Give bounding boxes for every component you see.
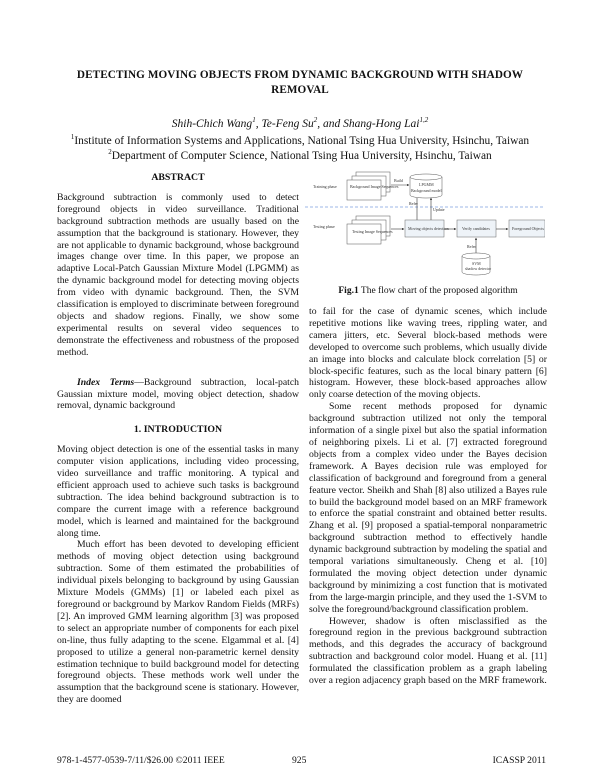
lpgmm-database — [410, 174, 442, 198]
paragraph: Some recent methods proposed for dynamic background subtraction utilized not only the temporal information of a single pixel but also the spatial information of neighboring pixels. Li et al. [7] extracted foreground objects from a complex video under the Bayes decision framework. A Bayes decision rule was employed for classification of background and foreground from a general feature vector. Sheikh and Shah [8] also utilized a Bayes rule to build the background model based on an MRF framework to enforce the spatial constraint and obtained better results. Zhang et al. [9] proposed a spatial-temporal nonparametric background subtraction method to effectively handle dynamic background subtraction by modeling the spatial and temporal variations simultaneously. Cheng et al. [10] formulated the moving object detection under dynamic background by minimizing a cost function that is motivated from the large-margin principle, and they used the 1-SVM to solve the foreground/background classification problem. — [309, 401, 547, 615]
paragraph: Much effort has been devoted to developing efficient methods of moving object detection using background subtraction. Some of them estimated the probabilities of individual pixels belonging to background by using Gaussian Mixture Models (GMMs) [1] or labeled each pixel as foreground or background by Markov Random Fields (MRFs) [2]. An improved GMM learning algorithm [3] was proposed to select an appropriate number of components for each pixel on-line, thus fully adapting to the scene. Elgammal et al. [4] proposed to utilize a general non-parametric kernel density estimation technique to build background model for detecting foreground objects. These methods work well under the assumption that the background scene is stationary. However, they are doomed — [57, 539, 299, 706]
refer-label: Refer — [409, 201, 418, 206]
svm-database — [462, 253, 492, 275]
author-affiliation-mark: 2 — [313, 116, 318, 125]
moving-detection-label: Moving objects detection — [408, 226, 449, 231]
author-separator: , and — [317, 118, 344, 130]
shadow-detector-label: shadow detector — [465, 266, 492, 271]
affiliation-text: Institute of Information Systems and Applications, National Tsing Hua University, Hsinchu, Taiwan — [74, 135, 530, 147]
affiliation — [40, 149, 560, 164]
testing-sequences-stack — [347, 216, 393, 244]
affiliation-mark: 2 — [108, 147, 112, 156]
paragraph: Moving object detection is one of the essential tasks in many computer vision applications, including video processing, video surveillance and traffic monitoring. A typical and efficient approach used to achieve such tasks is background subtraction. The idea behind background subtraction is to compare the current image with a reference background model, which is learned and maintained for the background along time. — [57, 444, 299, 539]
abstract-heading: ABSTRACT — [151, 172, 205, 183]
svm-label: SVM — [472, 261, 481, 266]
author-name: Shih-Chich Wang — [171, 118, 253, 130]
testing-sequences-label: Testing Image Sequences — [352, 229, 393, 234]
testing-phase-label: Testing phase — [313, 224, 335, 229]
figure-caption-text: The flow chart of the proposed algorithm — [358, 286, 518, 296]
right-column — [309, 306, 547, 687]
author-name: Shang-Hong Lai — [343, 118, 420, 130]
author-affiliation-mark: 1,2 — [419, 116, 429, 125]
author-name: Te-Feng Su — [261, 118, 314, 130]
lpgmm-label: LPGMM — [419, 182, 434, 187]
background-sequences-label: Background Image Sequences — [350, 184, 399, 189]
author-list — [60, 118, 540, 130]
refer-label: Refer — [467, 244, 476, 249]
foreground-label: Foreground Objects — [512, 226, 544, 231]
paragraph: However, shadow is often misclassified as the foreground region in the previous background subtraction methods, and this degrades the accuracy of background subtraction and background color model. Huang et al. [11] formulated the classification problem as a graph labeling over a region adjacency graph based on the MRF framework. — [309, 615, 547, 687]
abstract-text: Background subtraction is commonly used to detect foreground objects in video surveillance. Traditional background subtraction methods are usually based on the assumption that the background is stationary. However, they are not applicable to dynamic background, whose background images change over time. In this paper, we propose an adaptive Local-Patch Gaussian Mixture Model (LPGMM) as the dynamic background model for detecting moving objects from video with dynamic background. Then, the SVM classification is employed to discriminate between foreground objects and shadow regions. Finally, we show some experimental results on several video sequences to demonstrate the effectiveness and robustness of the proposed method. — [57, 191, 299, 358]
figure-caption — [309, 286, 547, 296]
background-sequences-stack — [347, 172, 399, 200]
footer-conference: ICASSP 2011 — [492, 755, 546, 766]
update-label: Update — [433, 207, 445, 212]
footer-isbn: 978-1-4577-0539-7/11/$26.00 ©2011 IEEE — [57, 755, 225, 766]
build-label: Build — [394, 178, 403, 183]
author-separator: , — [255, 118, 262, 130]
affiliation-mark: 1 — [70, 133, 75, 142]
left-column — [57, 172, 299, 706]
verify-label: Verify candidates — [462, 226, 490, 231]
index-terms — [57, 377, 299, 413]
affiliation-text: Department of Computer Science, National Tsing Hua University, Hsinchu, Taiwan — [111, 149, 492, 162]
training-phase-label: Training phase — [313, 184, 337, 189]
index-terms-text: —Background subtraction, local-patch Gaussian mixture model, moving object detection, shadow removal, dynamic background — [57, 376, 299, 412]
author-affiliation-mark: 1 — [252, 116, 256, 125]
affiliations — [40, 134, 560, 163]
page-number: 925 — [292, 755, 307, 766]
introduction-heading: 1. INTRODUCTION — [133, 424, 223, 436]
affiliation — [40, 134, 560, 149]
figure-caption-label: Fig.1 — [338, 286, 359, 296]
background-model-label: Background model — [411, 188, 442, 193]
paragraph: to fail for the case of dynamic scenes, which include repetitive motions like waving trees, rippling water, and camera jitters, etc. Several block-based methods were developed to overcome such problems, which usually divide an image into blocks and calculate block correlation [5] or block-specific features, such as the local binary pattern [6] histogram. However, these block-based approaches allow only coarse detection of the moving objects. — [309, 306, 547, 401]
flowchart-figure — [305, 168, 545, 290]
index-terms-label: Index Terms — [77, 376, 135, 388]
paper-title: DETECTING MOVING OBJECTS FROM DYNAMIC BACKGROUND WITH SHADOW REMOVAL — [76, 69, 524, 96]
